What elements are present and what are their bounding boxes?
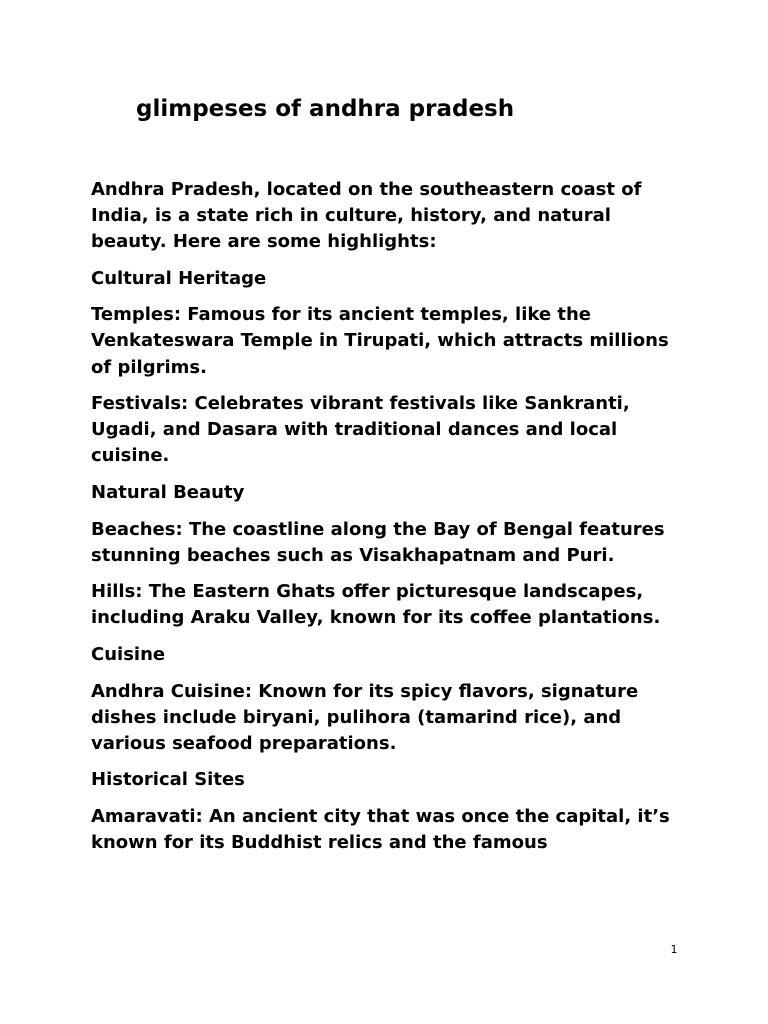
temples-paragraph: Temples: Famous for its ancient temples, like the Venkateswara Temple in Tirupati, which attracts millions of pilgrims. <box>91 304 669 378</box>
andhra-cuisine-paragraph: Andhra Cuisine: Known for its spicy flavors, signature dishes include biryani, pulihora (tamarind rice), and various seafood preparations. <box>91 680 639 754</box>
festivals-paragraph: Festivals: Celebrates vibrant festivals like Sankranti, Ugadi, and Dasara with traditional dances and local cuisine. <box>91 393 630 467</box>
amaravati-paragraph: Amaravati: An ancient city that was once the capital, it’s known for its Buddhist relics and the famous <box>91 805 670 853</box>
section-heading-natural-beauty: Natural Beauty <box>91 481 245 503</box>
section-heading-cultural-heritage: Cultural Heritage <box>91 267 267 289</box>
beaches-paragraph: Beaches: The coastline along the Bay of Bengal features stunning beaches such as Visakhapatnam and Puri. <box>91 518 665 566</box>
document-body <box>91 177 691 867</box>
intro-paragraph: Andhra Pradesh, located on the southeastern coast of India, is a state rich in culture, history, and natural beauty. Here are some highlights: <box>91 179 642 253</box>
document-title: glimpeses of andhra pradesh <box>136 96 515 122</box>
section-heading-historical-sites: Historical Sites <box>91 769 245 791</box>
page-number: 1 <box>670 943 678 956</box>
section-heading-cuisine: Cuisine <box>91 643 166 665</box>
hills-paragraph: Hills: The Eastern Ghats offer picturesque landscapes, including Araku Valley, known for its coffee plantations. <box>91 581 661 629</box>
